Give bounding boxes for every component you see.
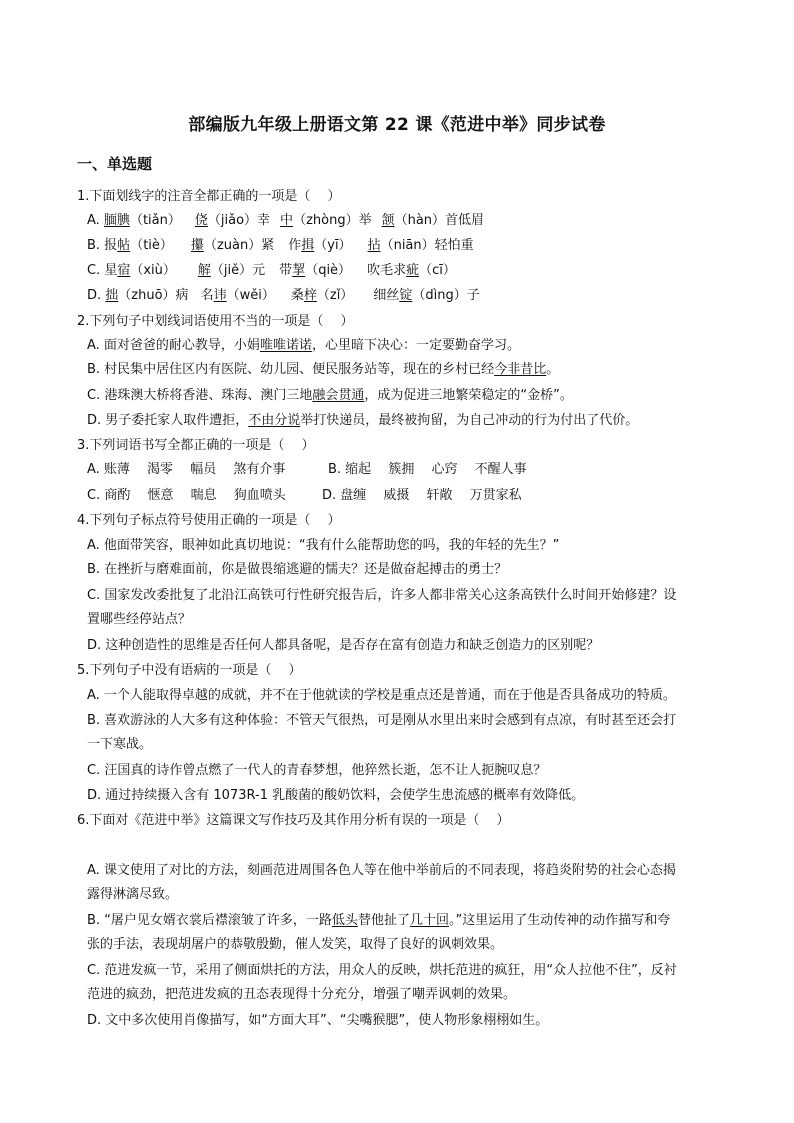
page-title: 部编版九年级上册语文第 22 课《范进中举》同步试卷	[188, 115, 606, 135]
question-3-stem: 3.下列词语书写全都正确的一项是（ ）	[77, 438, 315, 453]
question-2-stem: 2.下列句子中划线词语使用不当的一项是（ ）	[77, 314, 354, 329]
q3-option-a: A. 账薄 渴零 幅员 煞有介事	[87, 462, 286, 477]
q3-option-c: C. 商酌 惬意 喘息 狗血喷头	[87, 488, 286, 503]
q6-option-c-line2: 范进的疯劲，把范进发疯的丑态表现得十分充分，增强了嘲弄讽刺的效果。	[87, 987, 517, 1002]
q4-option-b: B. 在挫折与磨难面前，你是做畏缩逃避的懦夫？还是做奋起搏击的勇士？	[87, 562, 508, 577]
q6-option-d: D. 文中多次使用肖像描写，如“方面大耳”、“尖嘴猴腮”，使人物形象栩栩如生。	[87, 1013, 549, 1028]
q6-option-c-line1: C. 范进发疯一节，采用了侧面烘托的方法，用众人的反映，烘托范进的疯狂，用“众人拉他不住”，反衬	[87, 963, 677, 978]
q6-option-b-line2: 张的手法，表现胡屠户的恭敬殷勤，催人发笑，取得了良好的讽刺效果。	[87, 937, 504, 952]
q5-option-d: D. 通过持续摄入含有 1073R-1 乳酸菌的酸奶饮料，会使学生患流感的概率有效降低。	[87, 788, 585, 803]
question-5-stem: 5.下列句子中没有语病的一项是（ ）	[77, 663, 302, 678]
q1-option-a: A. 腼腆（tiǎn） 侥（jiǎo）幸 中（zhòng）举 颔（hàn）首低眉	[87, 213, 485, 228]
q6-option-b-line1: B. “屠户见女婿衣裳后襟滚皱了许多，一路低头替他扯了几十回。”这里运用了生动传神的动作描写和夸	[87, 913, 671, 928]
q2-option-d: D. 男子委托家人取件遭拒，不由分说举打快递员，最终被拘留，为自己冲动的行为付出了代价。	[87, 413, 639, 428]
q1-option-d: D. 拙（zhuō）病 名讳（wěi） 桑梓（zǐ） 细丝锭（dìng）子	[87, 288, 480, 303]
q4-option-d: D. 这种创造性的思维是否任何人都具备呢，是否存在富有创造力和缺乏创造力的区别呢？	[87, 638, 600, 653]
q1-option-b: B. 报帖（tiè） 攥（zuàn）紧 作揖（yī） 拈（niān）轻怕重	[87, 238, 474, 253]
q6-option-a-line1: A. 课文使用了对比的方法，刻画范进周围各色人等在他中举前后的不同表现，将趋炎附势的社会心态揭	[87, 863, 676, 878]
q4-option-c-line2: 置哪些经停站点？	[87, 612, 192, 627]
q4-option-c-line1: C. 国家发改委批复了北沿江高铁可行性研究报告后，许多人都非常关心这条高铁什么时间开始修建？设	[87, 588, 677, 603]
q5-option-b-line1: B. 喜欢游泳的人大多有这种体验：不管天气很热，可是刚从水里出来时会感到有点凉，有时甚至还会打	[87, 713, 677, 728]
q3-option-d: D. 盘缠 威摄 轩敞 万贯家私	[322, 488, 522, 503]
q1-option-c: C. 星宿（xiù） 解（jiě）元 带挈（qiè） 吹毛求疵（cī）	[87, 263, 456, 278]
section-heading: 一、单选题	[77, 155, 153, 173]
q2-option-b: B. 村民集中居住区内有医院、幼儿园、便民服务站等，现在的乡村已经今非昔比。	[87, 362, 560, 377]
question-6-stem: 6.下面对《范进中举》这篇课文写作技巧及其作用分析有误的一项是（ ）	[77, 813, 510, 828]
q5-option-b-line2: 一下寒战。	[87, 737, 153, 752]
q3-option-b: B. 缩起 簇拥 心窍 不醒人事	[328, 462, 527, 477]
q4-option-a: A. 他面带笑容，眼神如此真切地说：“我有什么能帮助您的吗，我的年轻的先生？”	[87, 538, 560, 553]
q2-option-c: C. 港珠澳大桥将香港、珠海、澳门三地融会贯通，成为促进三地繁荣稳定的“金桥”。	[87, 388, 573, 403]
q2-option-a: A. 面对爸爸的耐心教导，小娟唯唯诺诺，心里暗下决心：一定要勤奋学习。	[87, 338, 520, 353]
q5-option-c: C. 汪国真的诗作曾点燃了一代人的青春梦想，他猝然长逝，怎不让人扼腕叹息？	[87, 763, 547, 778]
question-4-stem: 4.下列句子标点符号使用正确的一项是（ ）	[77, 513, 341, 528]
q5-option-a: A. 一个人能取得卓越的成就，并不在于他就读的学校是重点还是普通，而在于他是否具备成功的特质。	[87, 688, 676, 703]
q6-option-a-line2: 露得淋漓尽致。	[87, 887, 179, 902]
question-1-stem: 1.下面划线字的注音全都正确的一项是（ ）	[77, 189, 341, 204]
